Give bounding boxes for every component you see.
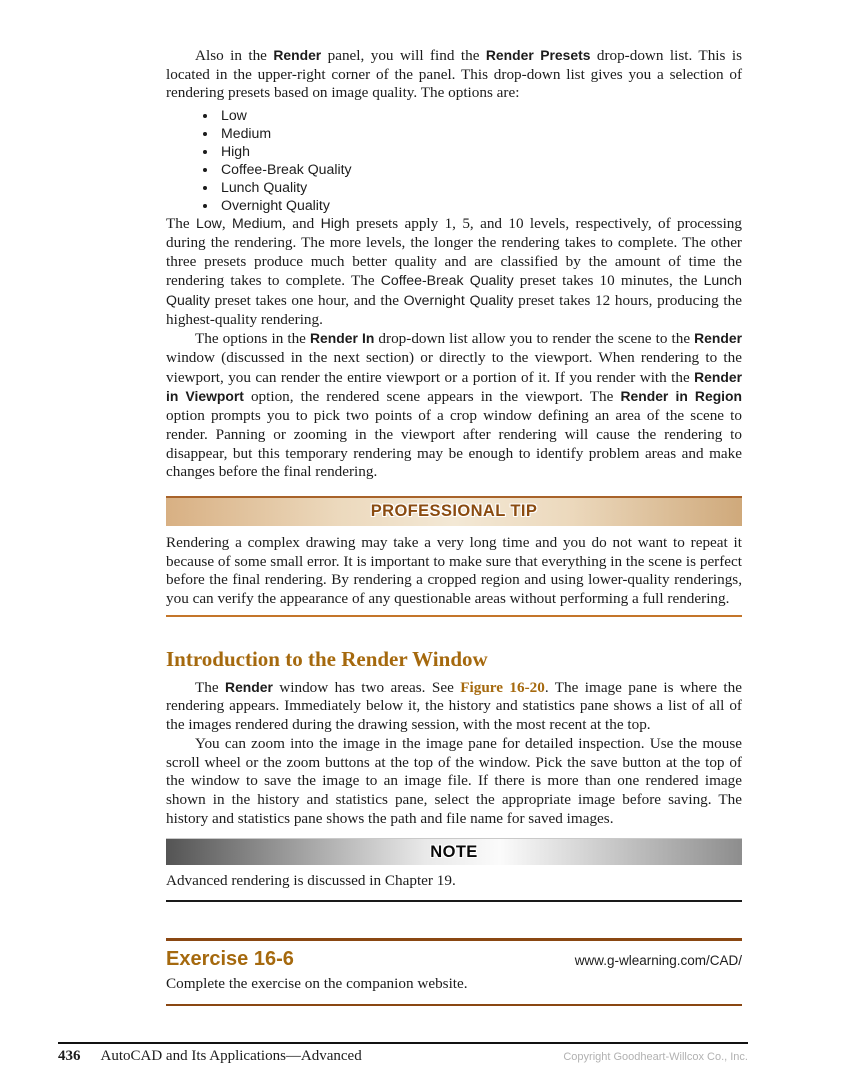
exercise-body: Complete the exercise on the companion website. — [166, 975, 468, 993]
page-number: 436 — [58, 1048, 81, 1064]
list-item: • Lunch Quality — [218, 178, 742, 196]
list-item: • Low — [218, 106, 742, 124]
section-heading: Introduction to the Render Window — [166, 646, 488, 671]
copyright-notice: Copyright Goodheart-Willcox Co., Inc. — [563, 1051, 748, 1063]
paragraph-preset-levels: The Low, Medium, and High presets apply 1, 5, and 10 levels, respectively, of processing during the rendering. The more levels, the longer the rendering takes to complete. The other three presets produce much better quality and are classified by the amount of time the rendering takes to complete. The Coffee-Break Quality preset takes 10 minutes, the Lunch Quality preset takes one hour, and the Overnight Quality preset takes 12 hours, producing the highest-quality rendering. — [166, 215, 742, 328]
text-column — [166, 0, 742, 1006]
professional-tip-body: Rendering a complex drawing may take a very long time and you do not want to repeat it because of some small error. It is important to make sure that everything in the scene is perfect before the final rendering. By rendering a cropped region and using lower-quality renderings, you can verify the appearance of any questionable areas without performing a full rendering. — [166, 533, 742, 608]
page-footer — [58, 1042, 748, 1065]
list-item: • High — [218, 142, 742, 160]
exercise-top-rule — [166, 938, 742, 941]
tip-bottom-rule — [166, 615, 742, 617]
preset-bullet-list — [166, 106, 742, 214]
exercise-bottom-rule — [166, 1004, 742, 1006]
exercise-title: Exercise 16-6 — [166, 948, 294, 971]
note-title: NOTE — [430, 842, 478, 861]
paragraph-render-in: The options in the Render In drop-down list allow you to render the scene to the Render window (discussed in the next section) or directly to the viewport. When rendering to the viewport, you can render the entire viewport or a portion of it. If you render with the Render in Viewport option, the rendered scene appears in the viewport. The Render in Region option prompts you to pick two points of a crop window defining an area of the scene to render. Panning or zooming in the viewport after rendering will cause the rendering to disappear, but this temporary rendering may be enough to identify problem areas and make changes before the final rendering. — [166, 330, 743, 481]
note-body: Advanced rendering is discussed in Chapter 19. — [166, 872, 456, 890]
list-item: • Overnight Quality — [218, 196, 742, 214]
exercise-section — [166, 938, 742, 1006]
professional-tip-banner — [166, 496, 742, 526]
exercise-header — [166, 948, 742, 971]
note-bottom-rule — [166, 900, 742, 902]
book-title: AutoCAD and Its Applications—Advanced — [100, 1048, 362, 1064]
professional-tip-title: PROFESSIONAL TIP — [370, 502, 538, 521]
exercise-url: www.g-wlearning.com/CAD/ — [574, 953, 742, 969]
note-banner — [166, 838, 742, 865]
list-item: • Coffee-Break Quality — [218, 160, 742, 178]
list-item: • Medium — [218, 124, 742, 142]
paragraph-render-window: The Render window has two areas. See Figure 16-20. The image pane is where the rendering appears. Immediately below it, the history and statistics pane shows a list of all of the images rendered during the drawing session, with the most recent at the top. — [166, 678, 742, 734]
paragraph-zoom-save: You can zoom into the image in the image pane for detailed inspection. Use the mouse scroll wheel or the zoom buttons at the top of the window. Pick the save button at the top of the window to save the image to an image file. If there is more than one rendered image shown in the history and statistics pane, select the appropriate image before saving. The history and statistics pane shows the path and file name for saved images. — [166, 734, 742, 827]
paragraph-render-presets: Also in the Render panel, you will find the Render Presets drop-down list. This is located in the upper-right corner of the panel. This drop-down list gives you a selection of rendering presets based on image quality. The options are: — [166, 47, 742, 102]
